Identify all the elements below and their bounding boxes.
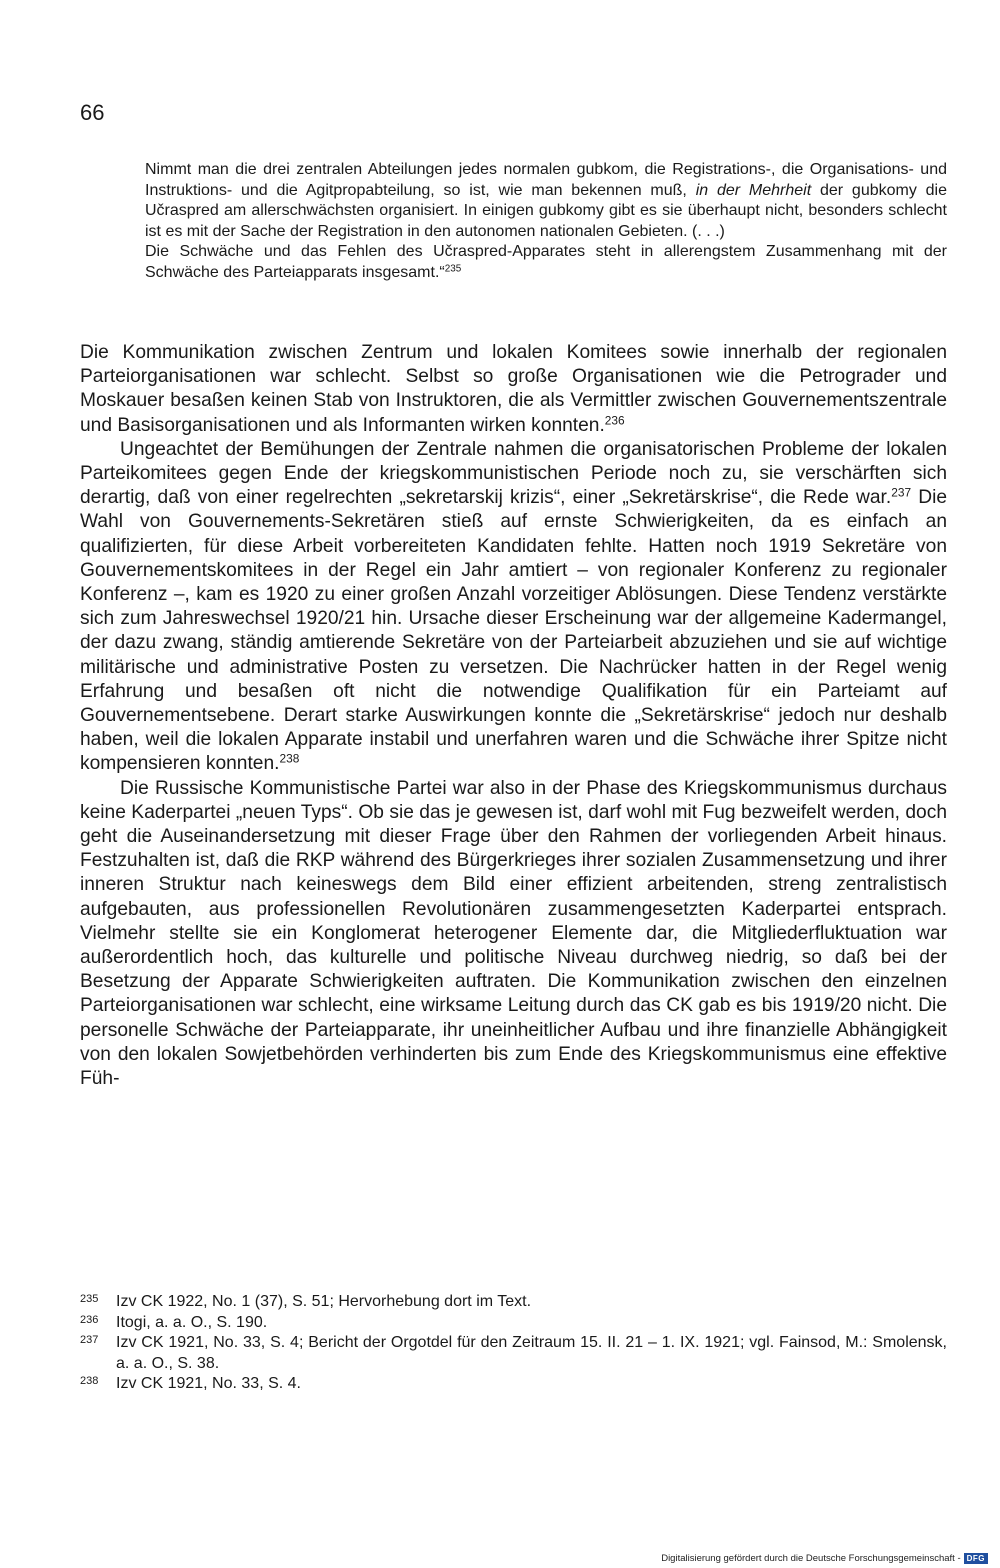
dfg-logo-icon: DFG — [964, 1553, 988, 1564]
footnote-text: Izv CK 1922, No. 1 (37), S. 51; Hervorhebung dort im Text. — [116, 1293, 532, 1310]
quote-paragraph-2 — [145, 242, 947, 283]
footnote-number: 235 — [80, 1293, 99, 1305]
paragraph-text: Die Wahl von Gouvernements-Sekretären stieß auf ernste Schwierigkeiten, da es einfach an qualifizierten, für diese Arbeit vorbereiteten Kandidaten fehlte. Hatten noch 1919 Sekretäre von Gouvernementskomitees in der Regel ein Jahr amtiert – von regionaler Konferenz zu regionaler Konferenz –, kam es 1920 zu einer großen Anzahl vorzeitiger Ablösungen. Diese Tendenz verstärkte sich zum Jahreswechsel 1920/21 hin. Ursache dieser Erscheinung war der allgemeine Kadermangel, der dazu zwang, ständig amtierende Sekretäre von der Parteiarbeit abzuziehen und sie auf wichtige militärische und administrative Posten zu versetzen. Die Nachrücker hatten in der Regel wenig Erfahrung und besaßen oft nicht die notwendige Qualifikation für ein Parteiamt auf Gouvernementsebene. Derart starke Auswirkungen konnte die „Sekretärskrise“ jedoch nur deshalb haben, weil die lokalen Apparate instabil und unerfahren waren und die Schwäche ihrer Spitze nicht kompensieren konnten. — [80, 487, 947, 775]
paragraph-text: Die Kommunikation zwischen Zentrum und lokalen Komitees sowie innerhalb der regionalen Parteiorganisationen war schlecht. Selbst so große Organisationen wie die Petrograder und Moskauer besaßen keinen Stab von Instruktoren, die als Vermittler zwischen Gouvernementszentrale und Basisorganisationen und als Informanten wirken konnten. — [80, 342, 947, 436]
quote-text: Nimmt man die drei zentralen Abteilungen jedes normalen gubkom, die Registrations-, die Organisations- und Instruktions- und die Agitpropabteilung, so ist, wie man bekennen muß, — [145, 161, 947, 199]
body-paragraph-3 — [80, 777, 947, 1092]
footnote-text: Itogi, a. a. O., S. 190. — [116, 1313, 268, 1331]
footnote-ref[interactable]: 235 — [444, 263, 462, 275]
footnote-number: 238 — [80, 1375, 99, 1388]
footnotes — [80, 1292, 947, 1395]
footnote-238 — [80, 1374, 947, 1395]
body-paragraph-2 — [80, 438, 947, 777]
quote-text: der gubkomy die Učraspred am allerschwächsten organisiert. In einigen gubkomy gibt es sie überhaupt nicht, besonders schlecht ist es mit der Sache der Registration in den autonomen nationalen Gebieten. (. . .) — [145, 181, 948, 240]
digitization-note — [661, 1553, 988, 1564]
footnote-text: Izv CK 1921, No. 33, S. 4. — [116, 1375, 301, 1393]
page-number: 66 — [80, 100, 105, 125]
block-quote — [145, 160, 947, 284]
footnote-ref[interactable]: 237 — [891, 485, 912, 500]
body-text — [80, 341, 947, 1091]
footnote-ref[interactable]: 238 — [279, 751, 300, 766]
digitization-text: Digitalisierung gefördert durch die Deutsche Forschungsgemeinschaft - — [661, 1553, 961, 1564]
quote-emphasis: in der Mehrheit — [695, 181, 812, 199]
footnote-235 — [80, 1292, 947, 1313]
footnote-237 — [80, 1333, 947, 1374]
footnote-number: 236 — [80, 1313, 99, 1326]
paragraph-text: Ungeachtet der Bemühungen der Zentrale nahmen die organisatorischen Probleme der lokalen Parteikomitees gegen Ende der kriegskommunistischen Periode noch zu, sie verschärften sich derartig, daß von einer regelrechten „sekretarskij krizis“, einer „Sekretärskrise“, die Rede war. — [80, 438, 947, 509]
body-paragraph-1 — [80, 341, 947, 438]
quote-text: Die Schwäche und das Fehlen des Učraspred-Apparates steht in allerengstem Zusammenhang mit der Schwäche des Parteiapparats insgesamt.“ — [145, 243, 947, 281]
paragraph-text: Die Russische Kommunistische Partei war also in der Phase des Kriegskommunismus durchaus keine Kaderpartei „neuen Typs“. Ob sie das je gewesen ist, darf wohl mit Fug bezweifelt werden, doch geht die Auseinandersetzung mit dieser Frage über den Rahmen der vorliegenden Arbeit hinaus. Festzuhalten ist, daß die RKP während des Bürgerkrieges ihrer sozialen Zusammensetzung und ihrer inneren Struktur nach keineswegs dem Bild einer effizient arbeitenden, streng zentralistisch aufgebauten, aus professionellen Revolutionären zusammengesetzten Kaderpartei entsprach. Vielmehr stellte sie ein Konglomerat heterogener Elemente dar, die Mitgliederfluktuation war außerordentlich hoch, das kulturelle und politische Niveau durchweg niedrig, so daß bei der Besetzung der Apparate Schwierigkeiten auftraten. Die Kommunikation zwischen den einzelnen Parteiorganisationen war schlecht, eine wirksame Leitung durch das CK gab es bis 1919/20 nicht. Die personelle Schwäche der Parteiapparate, ihr uneinheitlicher Aufbau und ihre finanzielle Abhängigkeit von den lokalen Sowjetbehörden verhinderten bis zum Ende des Kriegskommunismus eine effektive Füh- — [80, 777, 947, 1090]
footnote-number: 237 — [80, 1334, 99, 1347]
footnote-ref[interactable]: 236 — [604, 413, 625, 428]
footnote-text: Izv CK 1921, No. 33, S. 4; Bericht der Orgotdel für den Zeitraum 15. II. 21 – 1. IX. 1921; vgl. Fainsod, M.: Smolensk, a. a. O., S. 38. — [116, 1334, 947, 1372]
quote-paragraph-1 — [145, 160, 947, 242]
footnote-236 — [80, 1313, 947, 1334]
